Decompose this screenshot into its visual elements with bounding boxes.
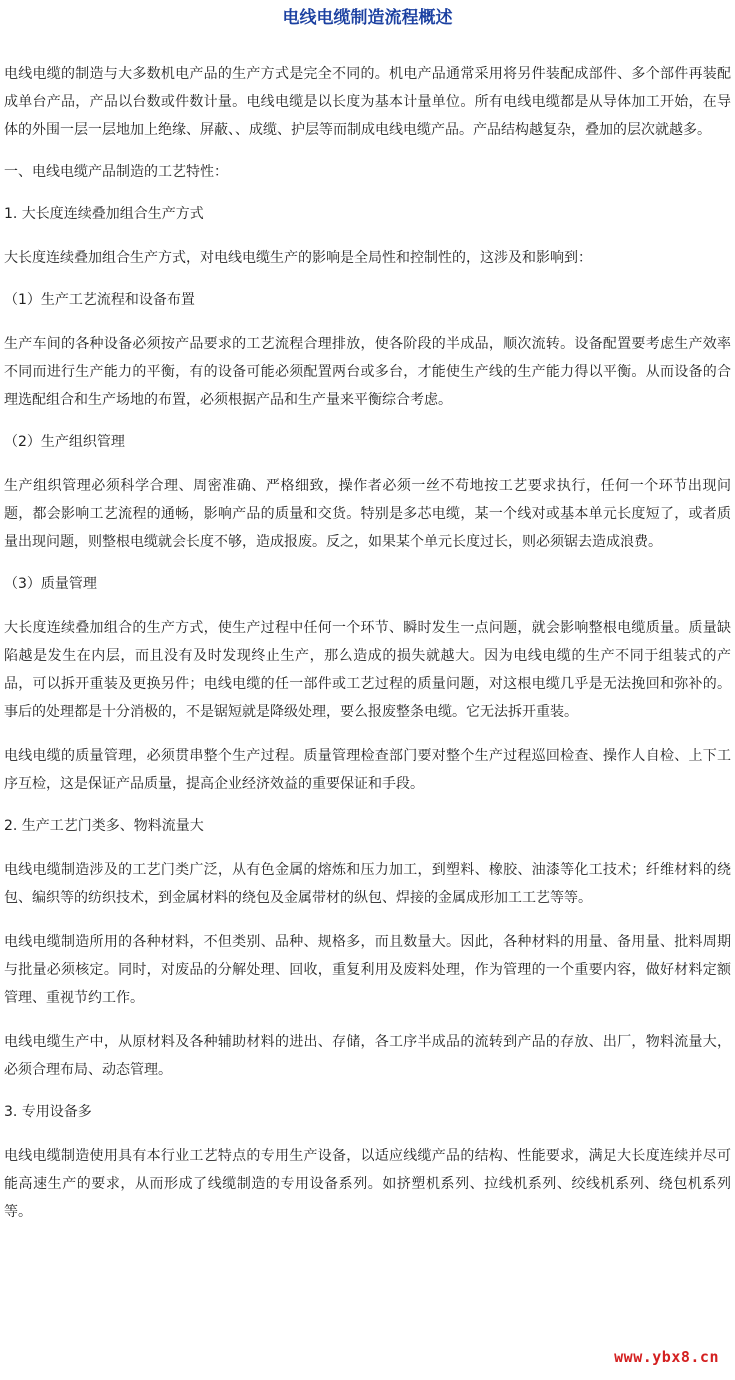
page-title: 电线电缆制造流程概述 (282, 8, 453, 28)
section-heading: 3. 专用设备多 (4, 1104, 92, 1120)
section-heading: 一、电线电缆产品制造的工艺特性： (4, 164, 228, 180)
section-heading: （1）生产工艺流程和设备布置 (4, 292, 195, 308)
paragraph: 电线电缆的制造与大多数机电产品的生产方式是完全不同的。机电产品通常采用将另件装配成部件、多个部件再装配成单台产品，产品以台数或件数计量。电线电缆是以长度为基本计量单位。所有电线电缆都是从导体加工开始，在导体的外围一层一层地加上绝缘、屏蔽、、成缆、护层等而制成电线电缆产品。产品结构越复杂，叠加的层次就越多。 (4, 66, 731, 138)
paragraph: 电线电缆制造所用的各种材料，不但类别、品种、规格多，而且数量大。因此，各种材料的用量、备用量、批料周期与批量必须核定。同时，对废品的分解处理、回收，重复利用及废料处理，作为管理的一个重要内容，做好材料定额管理、重视节约工作。 (4, 934, 731, 1006)
paragraph: 大长度连续叠加组合生产方式，对电线电缆生产的影响是全局性和控制性的，这涉及和影响到： (4, 250, 592, 266)
section-heading: （3）质量管理 (4, 576, 97, 592)
section-heading: 1. 大长度连续叠加组合生产方式 (4, 206, 204, 222)
paragraph: 电线电缆生产中，从原材料及各种辅助材料的进出、存储，各工序半成品的流转到产品的存放、出厂，物料流量大，必须合理布局、动态管理。 (4, 1034, 731, 1078)
document-body (4, 60, 731, 1226)
paragraph: 生产车间的各种设备必须按产品要求的工艺流程合理排放，使各阶段的半成品，顺次流转。设备配置要考虑生产效率不同而进行生产能力的平衡，有的设备可能必须配置两台或多台，才能使生产线的生产能力得以平衡。从而设备的合理选配组合和生产场地的布置，必须根据产品和生产量来平衡综合考虑。 (4, 336, 731, 408)
site-watermark: www.ybx8.cn (610, 1348, 723, 1366)
paragraph: 电线电缆的质量管理，必须贯串整个生产过程。质量管理检查部门要对整个生产过程巡回检查、操作人自检、上下工序互检，这是保证产品质量，提高企业经济效益的重要保证和手段。 (4, 748, 731, 792)
paragraph: 电线电缆制造涉及的工艺门类广泛，从有色金属的熔炼和压力加工，到塑料、橡胶、油漆等化工技术；纤维材料的绕包、编织等的纺织技术，到金属材料的绕包及金属带材的纵包、焊接的金属成形加工工艺等等。 (4, 862, 731, 906)
section-heading: 2. 生产工艺门类多、物料流量大 (4, 818, 204, 834)
section-heading: （2）生产组织管理 (4, 434, 125, 450)
paragraph: 生产组织管理必须科学合理、周密准确、严格细致，操作者必须一丝不苟地按工艺要求执行，任何一个环节出现问题，都会影响工艺流程的通畅，影响产品的质量和交货。特别是多芯电缆，某一个线对或基本单元长度短了，或者质量出现问题，则整根电缆就会长度不够，造成报废。反之，如果某个单元长度过长，则必须锯去造成浪费。 (4, 478, 731, 550)
paragraph: 电线电缆制造使用具有本行业工艺特点的专用生产设备，以适应线缆产品的结构、性能要求，满足大长度连续并尽可能高速生产的要求，从而形成了线缆制造的专用设备系列。如挤塑机系列、拉线机系列、绞线机系列、绕包机系列等。 (4, 1148, 731, 1220)
paragraph: 大长度连续叠加组合的生产方式，使生产过程中任何一个环节、瞬时发生一点问题，就会影响整根电缆质量。质量缺陷越是发生在内层，而且没有及时发现终止生产，那么造成的损失就越大。因为电线电缆的生产不同于组装式的产品，可以拆开重装及更换另件；电线电缆的任一部件或工艺过程的质量问题，对这根电缆几乎是无法挽回和弥补的。事后的处理都是十分消极的，不是锯短就是降级处理，要么报废整条电缆。它无法拆开重装。 (4, 620, 731, 720)
